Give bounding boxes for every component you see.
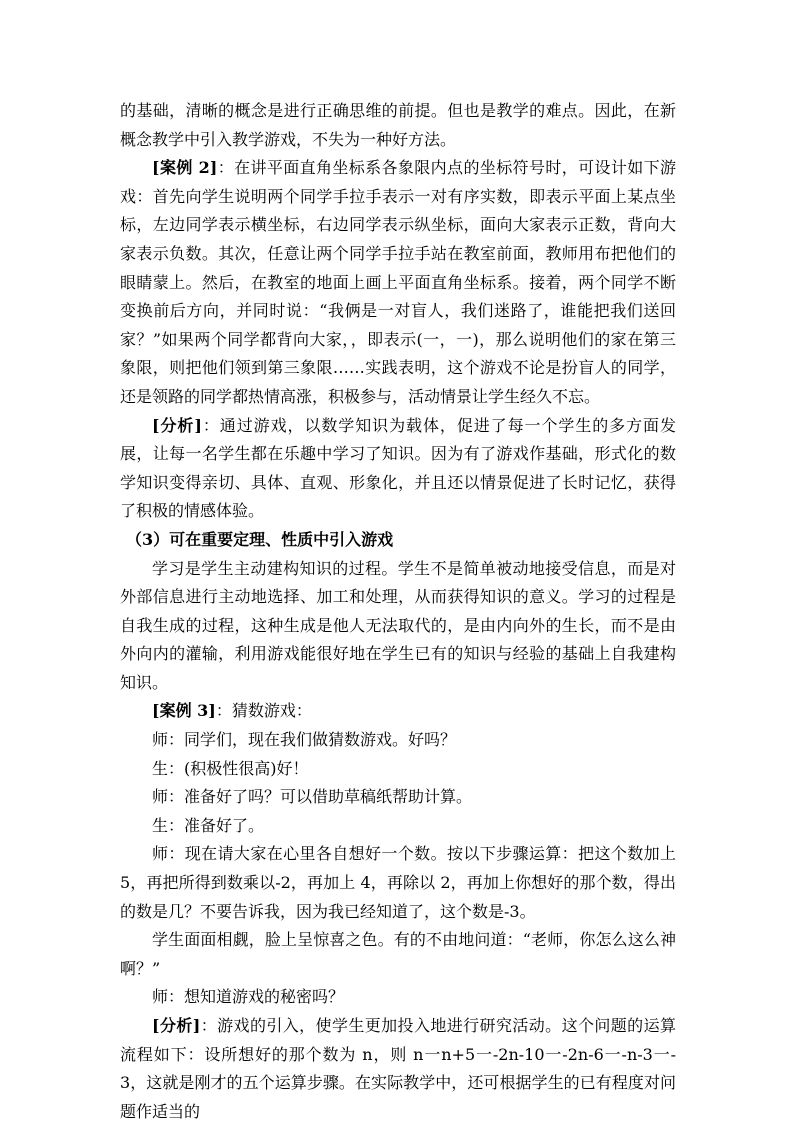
paragraph-text: ：游戏的引入，使学生更加投入地进行研究活动。这个问题的运算流程如下：设所想好的那个数为 n，则 n一n+5一-2n-10一-2n-6一-n-3一-3，这就是刚才的五个运算步骤。在实际教学中，还可根据学生的已有程度对问题作适当的 xyxy=(120,1016,676,1121)
dialogue-line xyxy=(120,812,676,841)
section-heading: （3）可在重要定理、性质中引入游戏 xyxy=(126,529,394,549)
dialogue-line xyxy=(120,755,676,784)
dialogue-text: 师：现在请大家在心里各自想好一个数。按以下步骤运算：把这个数加上 5，再把所得到数乘以-2，再加上 4，再除以 2，再加上你想好的那个数，得出的数是几？不要告诉我，因为我已经知道了，这个数是-3。 xyxy=(120,844,676,921)
analysis-paragraph xyxy=(120,412,676,526)
dialogue-line xyxy=(120,983,676,1012)
dialogue-text: 学生面面相觑，脸上呈惊喜之色。有的不由地问道：“老师，你怎么这么神啊？” xyxy=(120,930,676,978)
dialogue-line xyxy=(120,726,676,755)
case-label: [案例 3] xyxy=(152,701,216,721)
dialogue-line xyxy=(120,926,676,983)
paragraph-text: 的基础，清晰的概念是进行正确思维的前提。但也是教学的难点。因此，在新概念教学中引入教学游戏，不失为一种好方法。 xyxy=(120,101,676,149)
document-body xyxy=(120,97,676,1126)
dialogue-text: 生：(积极性很高)好！ xyxy=(152,758,309,778)
dialogue-line xyxy=(120,840,676,926)
case-paragraph xyxy=(120,697,676,726)
analysis-label: [分析] xyxy=(152,1016,201,1035)
dialogue-text: 师：同学们，现在我们做猜数游戏。好吗？ xyxy=(152,730,457,750)
analysis-paragraph xyxy=(120,1012,676,1126)
paragraph xyxy=(120,97,676,154)
paragraph-text: ：在讲平面直角坐标系各象限内点的坐标符号时，可设计如下游戏：首先向学生说明两个同学手拉手表示一对有序实数，即表示平面上某点坐标，左边同学表示横坐标，右边同学表示纵坐标，面向大家表示正数，背向大家表示负数。其次，任意让两个同学手拉手站在教室前面，教师用布把他们的眼睛蒙上。然后，在教室的地面上画上平面直角坐标系。接着，两个同学不断变换前后方向，并同时说：“我俩是一对盲人，我们迷路了，谁能把我们送回家？”如果两个同学都背向大家，，即表示(一，一)，那么说明他们的家在第三象限，则把他们领到第三象限……实践表明，这个游戏不论是扮盲人的同学，还是领路的同学都热情高涨，积极参与，活动情景让学生经久不忘。 xyxy=(120,158,676,406)
analysis-label: [分析] xyxy=(152,415,202,435)
paragraph xyxy=(120,555,676,698)
paragraph-text: 学习是学生主动建构知识的过程。学生不是简单被动地接受信息，而是对外部信息进行主动地选择、加工和处理，从而获得知识的意义。学习的过程是自我生成的过程，这种生成是他人无法取代的，是由内向外的生长，而不是由外向内的灌输，利用游戏能很好地在学生已有的知识与经验的基础上自我建构知识。 xyxy=(120,558,676,692)
dialogue-text: 师：准备好了吗？可以借助草稿纸帮助计算。 xyxy=(152,787,473,807)
dialogue-line xyxy=(120,783,676,812)
case-paragraph xyxy=(120,154,676,411)
paragraph-text: ：通过游戏，以数学知识为载体，促进了每一个学生的多方面发展，让每一名学生都在乐趣中学习了知识。因为有了游戏作基础，形式化的数学知识变得亲切、具体、直观、形象化，并且还以情景促进了长时记忆，获得了积极的情感体验。 xyxy=(120,415,676,521)
case-label: [案例 2] xyxy=(152,158,218,178)
dialogue-text: 师：想知道游戏的秘密吗？ xyxy=(152,987,345,1007)
dialogue-text: 生：准备好了。 xyxy=(152,815,265,835)
paragraph-text: ：猜数游戏： xyxy=(215,701,312,721)
